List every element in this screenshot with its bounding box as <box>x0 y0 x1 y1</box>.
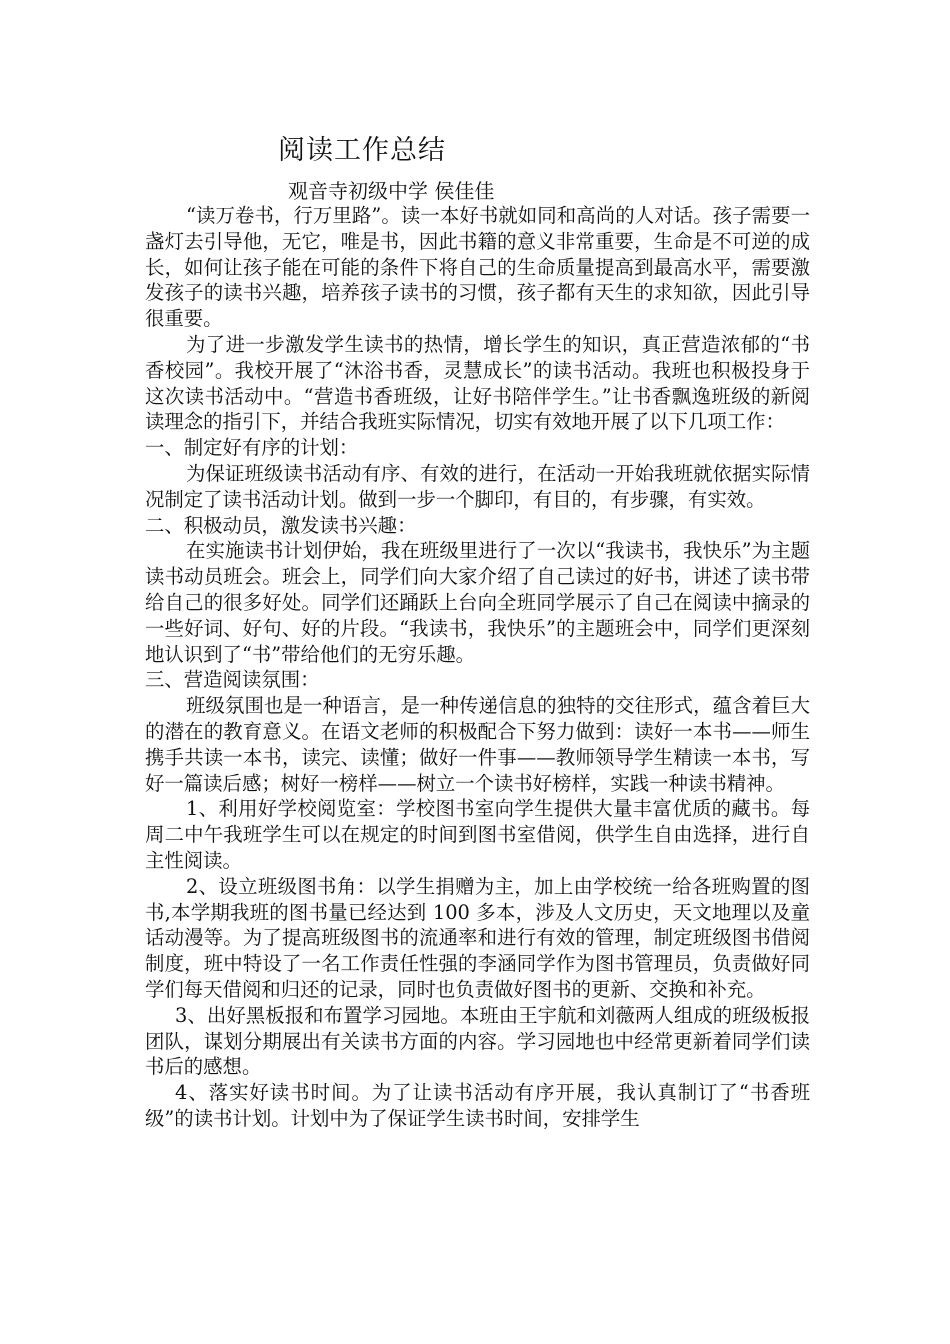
document-body <box>145 203 810 1132</box>
paragraph-background: 为了进一步激发学生读书的热情，增长学生的知识，真正营造浓郁的“书香校园”。我校开展了“沐浴书香，灵慧成长”的读书活动。我班也积极投身于这次读书活动中。“营造书香班级，让好书陪伴学生。”让书香飘逸班级的新阅读理念的指引下，并结合我班实际情况，切实有效地开展了以下几项工作： <box>145 332 810 434</box>
paragraph-mobilize: 在实施读书计划伊始，我在班级里进行了一次以“我读书，我快乐”为主题读书动员班会。班会上，同学们向大家介绍了自己读过的好书，讲述了读书带给自己的很多好处。同学们还踊跃上台向全班同学展示了自己在阅读中摘录的一些好词、好句、好的片段。“我读书，我快乐”的主题班会中，同学们更深刻地认识到了“书”带给他们的无穷乐趣。 <box>145 539 810 666</box>
section-heading-1: 一、制定好有序的计划： <box>145 436 359 460</box>
paragraph-plan: 为保证班级读书活动有序、有效的进行，在活动一开始我班就依据实际情况制定了读书活动计划。做到一步一个脚印，有目的，有步骤，有实效。 <box>145 461 810 511</box>
paragraph-item-4: 4、落实好读书时间。为了让读书活动有序开展，我认真制订了“书香班级”的读书计划。计划中为了保证学生读书时间，安排学生 <box>145 1081 810 1130</box>
document-title: 阅读工作总结 <box>278 135 446 166</box>
paragraph-atmosphere: 班级氛围也是一种语言，是一种传递信息的独特的交往形式，蕴含着巨大的潜在的教育意义。在语文老师的积极配合下努力做到：读好一本书——师生携手共读一本书，读完、读懂；做好一件事——教师领导学生精读一本书，写好一篇读后感；树好一榜样——树立一个读书好榜样，实践一种读书精神。 <box>145 694 810 795</box>
section-heading-2: 二、积极动员，激发读书兴趣： <box>145 513 417 537</box>
paragraph-item-3: 3、出好黑板报和布置学习园地。本班由王宇航和刘薇两人组成的班级板报团队，谋划分期展出有关读书方面的内容。学习园地也中经常更新着同学们读书后的感想。 <box>145 1003 810 1079</box>
section-heading-3: 三、营造阅读氛围： <box>145 668 320 692</box>
paragraph-item-2: 2、设立班级图书角：以学生捐赠为主，加上由学校统一给各班购置的图书,本学期我班的图书量已经达到 100 多本，涉及人文历史，天文地理以及童话动漫等。为了提高班级图书的流通率和进行有效的管理，制定班级图书借阅制度，班中特设了一名工作责任性强的李涵同学作为图书管理员，负责做好同学们每天借阅和归还的记录，同时也负责做好图书的更新、交换和补充。 <box>145 874 810 1001</box>
paragraph-intro: “读万卷书，行万里路”。读一本好书就如同和高尚的人对话。孩子需要一盏灯去引导他，无它，唯是书，因此书籍的意义非常重要，生命是不可逆的成长，如何让孩子能在可能的条件下将自己的生命质量提高到最高水平，需要激发孩子的读书兴趣，培养孩子读书的习惯，孩子都有天生的求知欲，因此引导很重要。 <box>145 204 810 331</box>
author-line: 观音寺初级中学 侯佳佳 <box>288 179 495 203</box>
paragraph-item-1: 1、利用好学校阅览室：学校图书室向学生提供大量丰富优质的藏书。每周二中午我班学生可以在规定的时间到图书室借阅，供学生自由选择，进行自主性阅读。 <box>145 797 810 872</box>
